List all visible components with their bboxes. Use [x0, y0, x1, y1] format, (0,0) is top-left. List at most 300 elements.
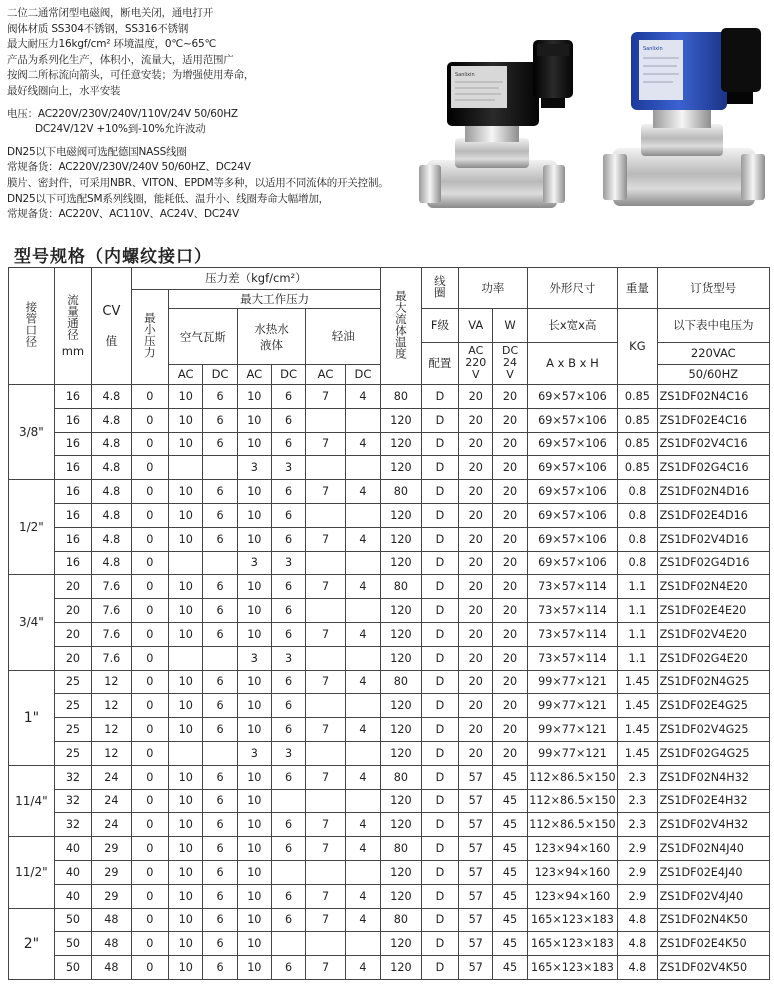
- cell-oil-dc: [345, 741, 380, 765]
- table-row: [9, 503, 770, 527]
- cell-flow: 16: [54, 385, 91, 409]
- cell-water-ac: 10: [237, 480, 271, 504]
- cell-flow: 16: [54, 480, 91, 504]
- header-flow: 流量通径 mm: [54, 268, 91, 385]
- header-port: 接管口径: [9, 268, 55, 385]
- cell-oil-ac: 7: [306, 480, 346, 504]
- cell-air-dc: 6: [203, 718, 237, 742]
- cell-dims: 99×77×121: [527, 741, 617, 765]
- header-dims-sub1: 长x宽x高: [527, 309, 617, 343]
- cell-coil: D: [421, 765, 458, 789]
- cell-va: 57: [459, 813, 493, 837]
- cell-air-dc: [203, 456, 237, 480]
- desc-line: DN25以下可选配SM系列线圈，能耗低、温升小、线圈寿命大幅增加，: [7, 192, 329, 205]
- cell-flow: 20: [54, 646, 91, 670]
- header-coil: 线圈: [421, 268, 458, 309]
- table-row: [9, 860, 770, 884]
- header-f-class: F级: [421, 309, 458, 343]
- cell-coil: D: [421, 575, 458, 599]
- cell-va: 20: [459, 385, 493, 409]
- cell-dims: 69×57×106: [527, 432, 617, 456]
- cell-w: 20: [493, 670, 527, 694]
- desc-line: 阀体材质 SS304不锈钢，SS316不锈钢: [7, 22, 189, 35]
- desc-line: 按阀二所标流向箭头，可任意安装；为增强使用寿命，: [7, 69, 255, 82]
- cell-weight: 2.9: [618, 837, 658, 861]
- cell-cv: 24: [92, 813, 132, 837]
- cell-va: 20: [459, 622, 493, 646]
- cell-min-pressure: 0: [131, 765, 168, 789]
- cell-air-dc: 6: [203, 670, 237, 694]
- cell-water-ac: 10: [237, 765, 271, 789]
- cell-min-pressure: 0: [131, 694, 168, 718]
- cell-model: ZS1DF02V4J40: [657, 884, 769, 908]
- cell-air-dc: 6: [203, 932, 237, 956]
- header-dims: 外形尺寸: [527, 268, 617, 309]
- cell-oil-ac: 7: [306, 884, 346, 908]
- cell-air-dc: 6: [203, 599, 237, 623]
- cell-w: 20: [493, 385, 527, 409]
- header-cv-label: CV: [102, 303, 121, 319]
- cell-water-dc: 6: [271, 622, 305, 646]
- cell-water-dc: 6: [271, 908, 305, 932]
- cell-coil: D: [421, 884, 458, 908]
- cell-air-ac: 10: [169, 789, 203, 813]
- cell-max-temp: 120: [381, 884, 422, 908]
- cell-weight: 4.8: [618, 908, 658, 932]
- cell-dims: 112×86.5×150: [527, 789, 617, 813]
- cell-water-dc: 6: [271, 694, 305, 718]
- cell-air-dc: 6: [203, 527, 237, 551]
- cell-flow: 32: [54, 789, 91, 813]
- cell-flow: 16: [54, 527, 91, 551]
- cell-oil-dc: 4: [345, 908, 380, 932]
- cell-air-ac: 10: [169, 408, 203, 432]
- cell-oil-dc: 4: [345, 718, 380, 742]
- cell-water-dc: 6: [271, 837, 305, 861]
- cell-min-pressure: 0: [131, 385, 168, 409]
- cell-flow: 40: [54, 860, 91, 884]
- cell-weight: 2.3: [618, 813, 658, 837]
- cell-min-pressure: 0: [131, 956, 168, 980]
- cell-water-dc: 6: [271, 718, 305, 742]
- table-row: [9, 622, 770, 646]
- cell-air-ac: 10: [169, 694, 203, 718]
- cell-port-size: 1": [9, 670, 55, 765]
- cell-dims: 123×94×160: [527, 860, 617, 884]
- cell-max-temp: 120: [381, 456, 422, 480]
- cell-va: 20: [459, 575, 493, 599]
- table-row: [9, 385, 770, 409]
- cell-flow: 16: [54, 432, 91, 456]
- cell-air-dc: 6: [203, 908, 237, 932]
- cell-coil: D: [421, 432, 458, 456]
- cell-w: 20: [493, 503, 527, 527]
- cell-min-pressure: 0: [131, 503, 168, 527]
- cell-oil-ac: 7: [306, 956, 346, 980]
- cell-w: 45: [493, 908, 527, 932]
- cell-coil: D: [421, 480, 458, 504]
- cell-va: 57: [459, 765, 493, 789]
- blue-coil-valve: [603, 28, 765, 206]
- cell-max-temp: 120: [381, 860, 422, 884]
- cell-w: 45: [493, 860, 527, 884]
- cell-air-ac: 10: [169, 575, 203, 599]
- table-row: [9, 813, 770, 837]
- cell-model: ZS1DF02N4D16: [657, 480, 769, 504]
- cell-weight: 1.45: [618, 741, 658, 765]
- table-row: [9, 456, 770, 480]
- cell-air-ac: 10: [169, 622, 203, 646]
- cell-weight: 0.85: [618, 408, 658, 432]
- cell-water-ac: 3: [237, 646, 271, 670]
- cell-min-pressure: 0: [131, 813, 168, 837]
- cell-water-ac: 10: [237, 503, 271, 527]
- cell-oil-dc: 4: [345, 837, 380, 861]
- cell-w: 45: [493, 789, 527, 813]
- cell-dims: 123×94×160: [527, 837, 617, 861]
- cell-cv: 12: [92, 741, 132, 765]
- header-max-working: 最大工作压力: [169, 290, 381, 309]
- cell-model: ZS1DF02V4C16: [657, 432, 769, 456]
- cell-oil-dc: 4: [345, 670, 380, 694]
- cell-weight: 1.45: [618, 718, 658, 742]
- cell-oil-ac: 7: [306, 765, 346, 789]
- cell-flow: 50: [54, 956, 91, 980]
- cell-coil: D: [421, 503, 458, 527]
- cell-max-temp: 120: [381, 527, 422, 551]
- cell-cv: 29: [92, 884, 132, 908]
- cell-oil-ac: [306, 694, 346, 718]
- cell-max-temp: 120: [381, 599, 422, 623]
- header-water: 水热水液体: [237, 309, 306, 365]
- cell-cv: 12: [92, 670, 132, 694]
- cell-min-pressure: 0: [131, 599, 168, 623]
- cell-water-ac: 10: [237, 718, 271, 742]
- cell-model: ZS1DF02V4D16: [657, 527, 769, 551]
- cell-max-temp: 120: [381, 694, 422, 718]
- cell-weight: 2.9: [618, 860, 658, 884]
- cell-oil-ac: [306, 551, 346, 575]
- cell-dims: 69×57×106: [527, 408, 617, 432]
- cell-oil-ac: [306, 503, 346, 527]
- cell-oil-dc: [345, 456, 380, 480]
- cell-water-dc: [271, 932, 305, 956]
- cell-w: 45: [493, 813, 527, 837]
- cell-va: 57: [459, 884, 493, 908]
- cell-min-pressure: 0: [131, 932, 168, 956]
- cell-water-dc: 6: [271, 385, 305, 409]
- cell-w: 20: [493, 456, 527, 480]
- cell-max-temp: 120: [381, 503, 422, 527]
- cell-oil-dc: [345, 789, 380, 813]
- cell-air-ac: 10: [169, 599, 203, 623]
- header-cv: [92, 268, 132, 385]
- cell-water-ac: 10: [237, 884, 271, 908]
- cell-air-ac: 10: [169, 718, 203, 742]
- header-max-temp: 最大流体温度: [381, 268, 422, 385]
- cell-coil: D: [421, 694, 458, 718]
- cell-cv: 4.8: [92, 551, 132, 575]
- desc-line: 常规备货：AC220V/230V/240V 50/60HZ、DC24V: [7, 161, 251, 174]
- cell-coil: D: [421, 718, 458, 742]
- cell-min-pressure: 0: [131, 527, 168, 551]
- header-power: 功率: [459, 268, 528, 309]
- cell-air-ac: 10: [169, 837, 203, 861]
- cell-air-dc: 6: [203, 503, 237, 527]
- table-row: [9, 575, 770, 599]
- cell-va: 20: [459, 432, 493, 456]
- cell-coil: D: [421, 646, 458, 670]
- cell-max-temp: 80: [381, 670, 422, 694]
- cell-oil-dc: [345, 860, 380, 884]
- cell-w: 45: [493, 765, 527, 789]
- cell-oil-ac: [306, 860, 346, 884]
- cell-dims: 73×57×114: [527, 622, 617, 646]
- cell-w: 45: [493, 837, 527, 861]
- cell-va: 20: [459, 408, 493, 432]
- table-row: [9, 956, 770, 980]
- cell-water-ac: 10: [237, 670, 271, 694]
- table-row: [9, 408, 770, 432]
- header-oil: 轻油: [306, 309, 381, 365]
- cell-oil-dc: [345, 503, 380, 527]
- cell-coil: D: [421, 837, 458, 861]
- cell-model: ZS1DF02V4E20: [657, 622, 769, 646]
- cell-water-dc: 6: [271, 765, 305, 789]
- cell-w: 20: [493, 694, 527, 718]
- table-row: [9, 551, 770, 575]
- cell-w: 20: [493, 599, 527, 623]
- cell-water-ac: 10: [237, 694, 271, 718]
- cell-va: 20: [459, 503, 493, 527]
- desc-line: 最大耐压力16kgf/cm² 环境温度，0℃~65℃: [7, 38, 217, 51]
- cell-coil: D: [421, 622, 458, 646]
- cell-oil-dc: [345, 599, 380, 623]
- cell-water-ac: 10: [237, 789, 271, 813]
- cell-weight: 1.1: [618, 599, 658, 623]
- table-row: [9, 527, 770, 551]
- header-w: W: [493, 309, 527, 343]
- cell-va: 20: [459, 670, 493, 694]
- cell-cv: 4.8: [92, 527, 132, 551]
- cell-water-dc: 6: [271, 408, 305, 432]
- cell-va: 57: [459, 908, 493, 932]
- cell-va: 20: [459, 718, 493, 742]
- header-dims-sub2: A x B x H: [527, 343, 617, 385]
- desc-line: 常规备货：AC220V、AC110V、AC24V、DC24V: [7, 208, 239, 221]
- cell-w: 20: [493, 432, 527, 456]
- cell-water-ac: 10: [237, 432, 271, 456]
- cell-water-ac: 3: [237, 551, 271, 575]
- cell-dims: 73×57×114: [527, 575, 617, 599]
- cell-min-pressure: 0: [131, 456, 168, 480]
- cell-coil: D: [421, 860, 458, 884]
- cell-oil-dc: 4: [345, 385, 380, 409]
- cell-max-temp: 80: [381, 765, 422, 789]
- svg-text:Sanlixin: Sanlixin: [455, 72, 475, 78]
- header-oil-dc: DC: [345, 365, 380, 385]
- cell-va: 20: [459, 599, 493, 623]
- cell-dims: 69×57×106: [527, 527, 617, 551]
- cell-coil: D: [421, 670, 458, 694]
- cell-min-pressure: 0: [131, 408, 168, 432]
- cell-water-ac: 10: [237, 527, 271, 551]
- cell-oil-dc: [345, 694, 380, 718]
- header-weight: 重量: [618, 268, 658, 309]
- cell-min-pressure: 0: [131, 860, 168, 884]
- cell-flow: 16: [54, 408, 91, 432]
- cell-water-ac: 3: [237, 741, 271, 765]
- cell-port-size: 11/4": [9, 765, 55, 836]
- cell-port-size: 2": [9, 908, 55, 979]
- table-header: [9, 268, 770, 385]
- table-row: [9, 837, 770, 861]
- cell-water-dc: [271, 789, 305, 813]
- cell-weight: 1.1: [618, 622, 658, 646]
- cell-air-ac: 10: [169, 503, 203, 527]
- header-min-pressure: 最小压力: [131, 290, 168, 385]
- cell-oil-dc: 4: [345, 432, 380, 456]
- cell-oil-dc: [345, 551, 380, 575]
- cell-coil: D: [421, 408, 458, 432]
- cell-cv: 48: [92, 932, 132, 956]
- cell-air-ac: 10: [169, 932, 203, 956]
- cell-oil-ac: [306, 741, 346, 765]
- cell-air-dc: 6: [203, 575, 237, 599]
- table-row: [9, 694, 770, 718]
- cell-weight: 0.8: [618, 480, 658, 504]
- cell-air-dc: [203, 741, 237, 765]
- cell-max-temp: 80: [381, 575, 422, 599]
- cell-cv: 24: [92, 789, 132, 813]
- cell-flow: 20: [54, 622, 91, 646]
- cell-oil-ac: 7: [306, 385, 346, 409]
- cell-air-ac: 10: [169, 956, 203, 980]
- cell-min-pressure: 0: [131, 432, 168, 456]
- cell-min-pressure: 0: [131, 789, 168, 813]
- cell-water-ac: 10: [237, 932, 271, 956]
- cell-oil-ac: 7: [306, 813, 346, 837]
- cell-oil-dc: 4: [345, 575, 380, 599]
- table-row: [9, 884, 770, 908]
- header-order: 订货型号: [657, 268, 769, 309]
- cell-max-temp: 120: [381, 622, 422, 646]
- cell-min-pressure: 0: [131, 646, 168, 670]
- cell-va: 20: [459, 646, 493, 670]
- cell-water-dc: 6: [271, 527, 305, 551]
- cell-min-pressure: 0: [131, 741, 168, 765]
- cell-flow: 20: [54, 575, 91, 599]
- desc-line: 电压：AC220V/230V/240V/110V/24V 50/60HZ: [7, 107, 238, 120]
- cell-air-dc: 6: [203, 408, 237, 432]
- cell-oil-dc: 4: [345, 813, 380, 837]
- spec-table: [8, 267, 770, 980]
- table-row: [9, 908, 770, 932]
- cell-water-dc: 6: [271, 599, 305, 623]
- cell-dims: 99×77×121: [527, 718, 617, 742]
- cell-dims: 112×86.5×150: [527, 765, 617, 789]
- header-pressure-diff: 压力差（kgf/cm²）: [131, 268, 381, 290]
- valve-photos-image: [415, 20, 770, 240]
- cell-oil-dc: [345, 408, 380, 432]
- cell-min-pressure: 0: [131, 837, 168, 861]
- header-water-ac: AC: [237, 365, 271, 385]
- cell-min-pressure: 0: [131, 718, 168, 742]
- cell-air-dc: 6: [203, 622, 237, 646]
- cell-air-dc: 6: [203, 432, 237, 456]
- desc-line: DC24V/12V +10%到-10%允许波动: [35, 123, 206, 136]
- cell-oil-dc: 4: [345, 765, 380, 789]
- cell-air-ac: 10: [169, 860, 203, 884]
- cell-oil-ac: 7: [306, 837, 346, 861]
- cell-max-temp: 80: [381, 385, 422, 409]
- table-row: [9, 789, 770, 813]
- cell-air-ac: 10: [169, 527, 203, 551]
- header-order-sub3: 50/60HZ: [657, 365, 769, 385]
- cell-air-ac: 10: [169, 813, 203, 837]
- cell-air-ac: 10: [169, 908, 203, 932]
- cell-cv: 12: [92, 694, 132, 718]
- cell-cv: 4.8: [92, 503, 132, 527]
- cell-weight: 0.85: [618, 456, 658, 480]
- cell-flow: 50: [54, 932, 91, 956]
- cell-air-ac: 10: [169, 884, 203, 908]
- cell-flow: 40: [54, 884, 91, 908]
- cell-air-dc: 6: [203, 860, 237, 884]
- cell-air-dc: [203, 551, 237, 575]
- cell-model: ZS1DF02G4E20: [657, 646, 769, 670]
- cell-oil-ac: 7: [306, 575, 346, 599]
- cell-max-temp: 120: [381, 813, 422, 837]
- cell-air-ac: [169, 741, 203, 765]
- cell-model: ZS1DF02E4E20: [657, 599, 769, 623]
- cell-water-dc: 3: [271, 741, 305, 765]
- cell-air-dc: 6: [203, 694, 237, 718]
- cell-cv: 29: [92, 837, 132, 861]
- cell-model: ZS1DF02G4G25: [657, 741, 769, 765]
- cell-dims: 73×57×114: [527, 599, 617, 623]
- cell-w: 45: [493, 956, 527, 980]
- cell-model: ZS1DF02V4G25: [657, 718, 769, 742]
- product-description: [7, 6, 427, 223]
- table-row: [9, 718, 770, 742]
- cell-max-temp: 120: [381, 741, 422, 765]
- header-weight-unit: KG: [618, 309, 658, 385]
- cell-model: ZS1DF02N4H32: [657, 765, 769, 789]
- cell-coil: D: [421, 599, 458, 623]
- cell-water-dc: 3: [271, 646, 305, 670]
- cell-max-temp: 120: [381, 408, 422, 432]
- cell-water-ac: 10: [237, 860, 271, 884]
- cell-weight: 2.3: [618, 789, 658, 813]
- cell-flow: 50: [54, 908, 91, 932]
- desc-line: 二位二通常闭型电磁阀，断电关闭，通电打开: [7, 7, 213, 19]
- cell-water-dc: 6: [271, 884, 305, 908]
- cell-dims: 112×86.5×150: [527, 813, 617, 837]
- cell-max-temp: 120: [381, 646, 422, 670]
- cell-weight: 1.1: [618, 575, 658, 599]
- cell-coil: D: [421, 551, 458, 575]
- cell-model: ZS1DF02V4H32: [657, 813, 769, 837]
- cell-min-pressure: 0: [131, 551, 168, 575]
- cell-dims: 99×77×121: [527, 670, 617, 694]
- cell-min-pressure: 0: [131, 884, 168, 908]
- cell-water-ac: 10: [237, 622, 271, 646]
- cell-oil-dc: [345, 646, 380, 670]
- cell-coil: D: [421, 789, 458, 813]
- cell-dims: 69×57×106: [527, 456, 617, 480]
- cell-oil-ac: 7: [306, 432, 346, 456]
